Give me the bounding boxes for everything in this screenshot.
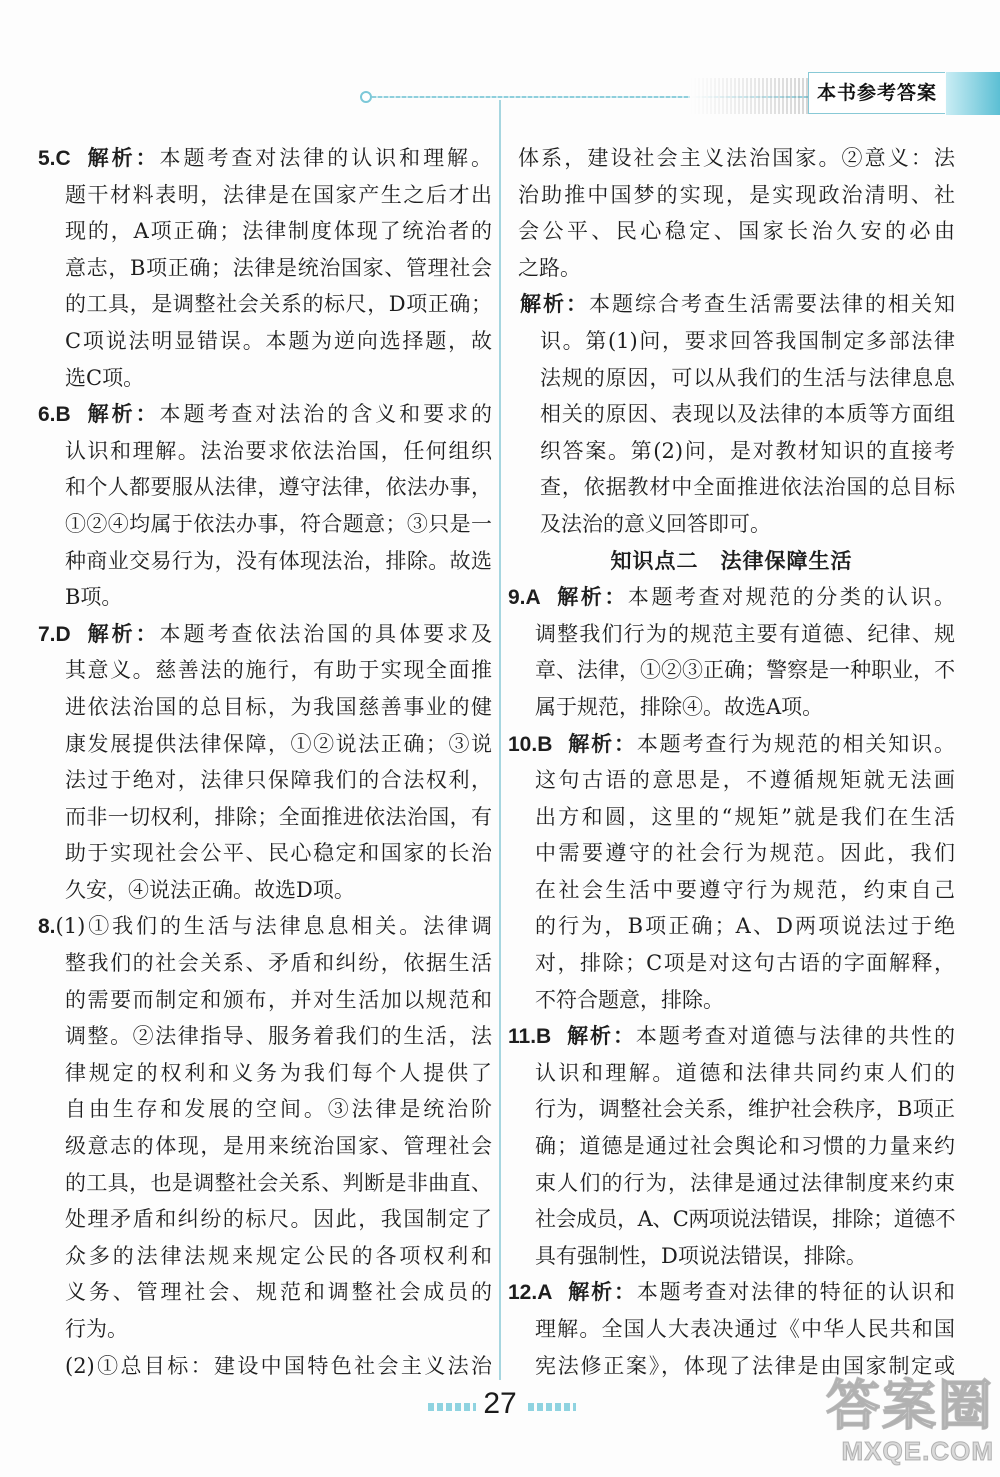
line-text: 法过于绝对，法律只保障我们的合法权利， [65,768,492,793]
line-text: 认识和理解。道德和法律共同约束人们的 [535,1060,955,1085]
text-line [518,213,955,250]
line-text: 具有强制性，D项说法错误，排除。 [535,1243,867,1268]
text-line [508,1018,955,1055]
text-line [518,177,955,214]
page-number: 27 [483,1387,517,1420]
line-text: 调整我们行为的规范主要有道德、纪律、规 [535,621,955,646]
text-line [38,908,492,945]
line-content [65,183,492,207]
text-line [540,323,955,360]
line-text: 确；道德是通过社会舆论和习惯的力量来约 [535,1134,955,1159]
line-text: 现的，A项正确；法律制度体现了统治者的 [65,219,492,244]
text-line [65,689,492,726]
line-content [508,1024,955,1048]
text-line [65,506,492,543]
text-line [65,945,492,982]
text-line [65,726,492,763]
text-line [535,945,955,982]
line-content [518,256,581,280]
page-number-ornament-right [528,1403,576,1411]
text-line [535,1201,955,1238]
text-line [65,286,492,323]
line-content [535,1244,867,1268]
text-line [65,1274,492,1311]
line-content [38,402,492,426]
text-line [65,360,492,397]
text-line [535,1091,955,1128]
right-text-column [508,140,955,1384]
line-text: 本题考查对法律的认识和理解。 [159,146,492,170]
line-text: B项。 [65,585,123,610]
line-text: 识。第(1)问，要求回答我国制定多部法律 [540,328,955,353]
text-line [38,616,492,653]
line-text: 宪法修正案》，体现了法律是由国家制定或 [535,1353,955,1378]
text-line [535,835,955,872]
text-line [535,689,955,726]
line-text: 整我们的社会关系、矛盾和纠纷，依据生活 [65,951,492,976]
line-content [518,219,955,243]
header-tab-ornament [946,72,1000,115]
line-content [611,549,853,573]
item-number: 12.A [508,1281,553,1305]
analysis-label: 解析： [84,146,160,170]
text-line [65,1311,492,1348]
line-content [540,512,771,536]
line-text: 本题考查对法律的特征的认识和 [636,1280,955,1305]
line-text: 的工具，是调整社会关系的标尺，D项正确； [65,292,492,317]
line-content [520,292,955,316]
text-line [518,250,955,287]
line-text: 意志，B项正确；法律是统治国家、管理社会 [65,255,492,280]
line-content [65,1024,492,1048]
line-text: ①②④均属于依法办事，符合题意；③只是一 [65,511,492,536]
text-line [535,616,955,653]
text-line [540,360,955,397]
line-content [38,146,492,170]
line-content [65,1061,492,1085]
line-content [65,1244,492,1268]
line-text: 康发展提供法律保障，①②说法正确；③说 [65,731,492,756]
text-line [540,396,955,433]
column-divider [499,100,501,1380]
text-line [65,213,492,250]
line-content [65,658,492,682]
text-line [65,872,492,909]
line-content [38,622,492,646]
text-line [508,1274,955,1311]
line-content [65,1317,128,1341]
line-content [508,585,955,609]
line-text: 会公平、民心稳定、国家长治久安的必由 [518,219,955,244]
text-line [65,1018,492,1055]
line-text: 属于规范，排除④。故选A项。 [535,694,824,719]
item-number: 7.D [38,622,71,646]
text-line [518,140,955,177]
text-line [535,1238,955,1275]
line-content [535,622,955,646]
line-text: 久安，④说法正确。故选D项。 [65,877,355,902]
text-line [65,1091,492,1128]
item-number: 6.B [38,403,71,427]
line-text: 本题考查依法治国的具体要求及 [159,621,492,646]
line-text: 本题考查对规范的分类的认识。 [627,585,955,610]
line-text: 织答案。第(2)问，是对教材知识的直接考 [540,438,955,463]
text-line [540,433,955,470]
text-line [65,835,492,872]
line-content [65,366,144,390]
item-number: 5.C [38,147,71,170]
line-text: 出方和圆，这里的“规矩”就是我们在生活 [535,804,955,829]
text-line [65,579,492,616]
line-text: 助于实现社会公平、民心稳定和国家的长治 [65,841,492,866]
line-text: 的工具，也是调整社会关系、判断是非曲直、 [65,1170,492,1195]
text-line [535,872,955,909]
analysis-label: 解析： [520,292,589,317]
text-line [65,250,492,287]
text-line [65,177,492,214]
line-text: 处理矛盾和纠纷的标尺。因此，我国制定了 [65,1207,492,1232]
text-line [508,579,955,616]
line-text: 束人们的行为，法律是通过法律制度来约束 [535,1170,955,1195]
text-line [535,982,955,1019]
item-number: 10.B [508,732,553,756]
line-text: 行为。 [65,1317,128,1341]
text-line [535,1055,955,1092]
line-text: 本题考查对法治的含义和要求的 [159,402,492,427]
line-text: 体系，建设社会主义法治国家。②意义：法 [518,146,955,170]
text-line [38,140,492,177]
line-text: 行为，调整社会关系，维护社会秩序，B项正 [535,1097,955,1122]
analysis-label: 解析： [566,1280,637,1305]
analysis-label: 解析： [566,731,637,756]
text-line [535,762,955,799]
line-content [65,549,492,573]
line-text: 本题考查行为规范的相关知识。 [636,731,955,756]
line-content [65,841,492,865]
text-line [535,652,955,689]
line-text: 之路。 [518,255,581,280]
line-text: 和个人都要服从法律，遵守法律，依法办事， [65,475,492,500]
line-content [65,292,492,316]
text-line [65,1128,492,1165]
line-content [535,658,955,682]
text-line [535,1165,955,1202]
text-line [65,799,492,836]
item-number: 9.A [508,586,541,610]
line-text: 不符合题意，排除。 [535,987,724,1012]
text-line [65,1348,492,1385]
item-number: 11.B [508,1025,552,1049]
line-content [518,146,955,170]
line-content [65,768,492,792]
line-content [535,988,724,1012]
text-line [65,982,492,1019]
line-text: 认识和理解。法治要求依法治国，任何组织 [65,438,492,463]
watermark-logo-text: 答案圈 [826,1374,994,1437]
line-content [540,475,955,499]
line-content [508,732,955,756]
text-line [520,286,955,323]
line-text: 在社会生活中要遵守行为规范，约束自己 [535,877,955,902]
line-content [65,1354,492,1378]
line-text: 级意志的体现，是用来统治国家、管理社会 [65,1134,492,1159]
line-content [535,1317,955,1341]
line-text: 本题考查对道德与法律的共性的 [635,1024,955,1049]
line-content [535,768,955,792]
text-line [535,1128,955,1165]
line-content [65,695,492,719]
line-text: 本题综合考查生活需要法律的相关知 [589,292,955,317]
text-line [65,652,492,689]
watermark-logo [826,1376,994,1466]
line-content [535,1061,955,1085]
text-line [65,762,492,799]
line-content [540,402,955,426]
line-content [540,329,955,353]
line-content [535,1097,955,1121]
line-text: 相关的原因、表现以及法律的本质等方面组 [540,402,955,427]
analysis-label: 解析： [84,621,160,646]
analysis-label: 解析： [554,585,628,610]
line-text: 众多的法律法规来规定公民的各项权利和 [65,1243,492,1268]
line-text: 理解。全国人大表决通过《中华人民共和国 [535,1317,955,1341]
line-text: 对，排除；C项是对这句古语的字面解释， [535,951,955,976]
line-content [65,1280,492,1304]
line-text: 进依法治国的总目标，为我国慈善事业的健 [65,694,492,719]
text-line [540,469,955,506]
text-line [65,1055,492,1092]
line-text: 律规定的权利和义务为我们每个人提供了 [65,1060,492,1085]
line-text: 种商业交易行为，没有体现法治，排除。故选 [65,548,492,573]
text-line [65,543,492,580]
line-text: 选C项。 [65,365,145,390]
text-line [65,1201,492,1238]
line-content [540,366,955,390]
line-text: 的行为，B项正确；A、D两项说法过于绝 [535,914,955,939]
line-content [535,805,955,829]
line-content [65,329,492,353]
header-title: 本书参考答案 [808,72,945,114]
line-text: 题干材料表明，法律是在国家产生之后才出 [65,182,492,207]
text-line [508,726,955,763]
text-line [65,1238,492,1275]
line-content [65,256,492,280]
line-content [65,988,492,1012]
line-text: 查，依据教材中全面推进依法治国的总目标 [540,475,955,500]
line-text: 其意义。慈善法的施行，有助于实现全面推 [65,658,492,683]
line-content [65,805,492,829]
text-line [535,1311,955,1348]
item-number: 8. [38,915,56,939]
text-line [535,799,955,836]
header-circle-ornament [360,91,372,103]
line-content [65,1097,492,1121]
line-text: 社会成员，A、C两项说法错误，排除；道德不 [535,1207,955,1232]
line-content [65,1134,492,1158]
line-content [535,878,955,902]
line-content [65,951,492,975]
text-line [535,908,955,945]
text-line [65,1165,492,1202]
header-stripes-ornament [690,78,808,114]
line-content [535,1207,955,1231]
line-text: 法规的原因，可以从我们的生活与法律息息 [540,365,955,390]
line-content [535,695,823,719]
text-line [540,506,955,543]
line-text: 义务、管理社会、规范和调整社会成员的 [65,1280,492,1305]
line-content [535,841,955,865]
line-text: 这句古语的意思是，不遵循规矩就无法画 [535,768,955,793]
line-text: 及法治的意义回答即可。 [540,511,771,536]
line-text: 调整。②法律指导、服务着我们的生活，法 [65,1024,492,1049]
line-content [535,1134,955,1158]
analysis-label: 解析： [565,1024,636,1049]
text-line [65,433,492,470]
line-text: 治助推中国梦的实现，是实现政治清明、社 [518,182,955,207]
line-content [38,914,492,938]
line-content [65,475,492,499]
line-text: (2)①总目标：建设中国特色社会主义法治 [65,1353,492,1378]
line-content [65,439,492,463]
line-content [65,585,122,609]
line-text: 中需要遵守的社会行为规范。因此，我们 [535,841,955,866]
section-heading [508,543,955,580]
line-text: C项说法明显错误。本题为逆向选择题，故 [65,328,492,353]
line-content [535,951,955,975]
watermark-url-text: MXQE.COM [841,1436,994,1466]
text-line [38,396,492,433]
left-text-column [38,140,492,1384]
line-content [540,439,955,463]
line-content [65,512,492,536]
line-text: 自由生存和发展的空间。③法律是统治阶 [65,1097,492,1122]
line-text: 章、法律，①②③正确；警察是一种职业，不 [535,658,955,683]
line-content [535,914,955,938]
line-content [518,183,955,207]
line-content [535,1171,955,1195]
line-content [65,878,355,902]
line-text: 而非一切权利，排除；全面推进依法治国，有 [65,804,492,829]
line-content [65,219,492,243]
line-text: (1)①我们的生活与法律息息相关。法律调 [55,914,492,939]
line-content [65,1171,492,1195]
line-text: 知识点二 法律保障生活 [610,548,853,573]
line-text: 的需要而制定和颁布，并对生活加以规范和 [65,987,492,1012]
text-line [65,323,492,360]
line-content [65,732,492,756]
line-content [508,1280,955,1304]
text-line [65,469,492,506]
analysis-label: 解析： [84,402,160,427]
line-content [65,1207,492,1231]
